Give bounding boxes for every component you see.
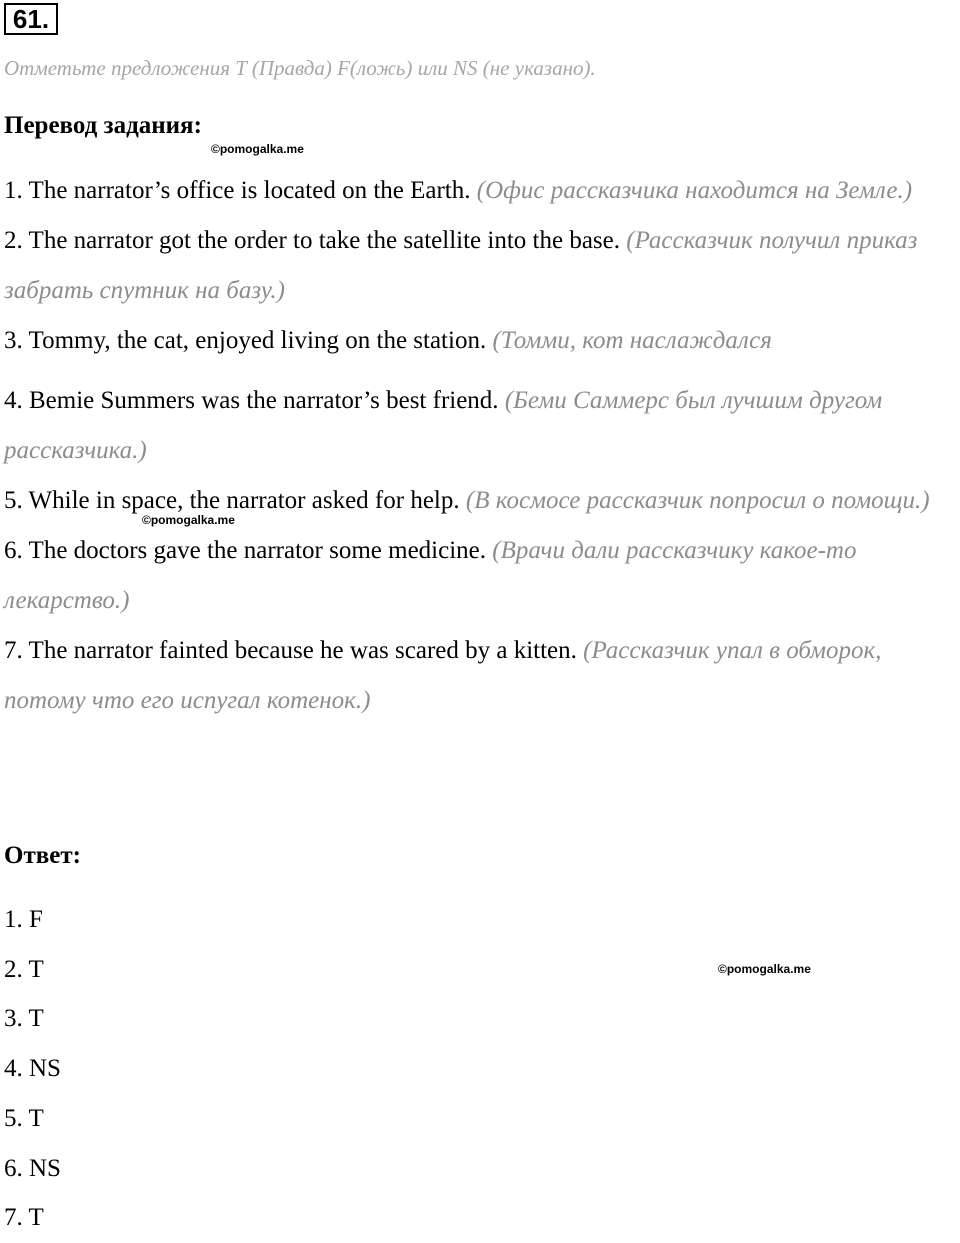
statement-translation: (В космосе рассказчик попросил о помощи.) [465,487,930,514]
instruction: Отметьте предложения T (Правда) F(ложь) или NS (не указано). [4,56,596,80]
statement-item [4,376,959,476]
statement-translation: (Рассказчик получил приказ забрать спутник на базу.) [4,227,918,304]
translation-heading: Перевод задания: [4,112,202,139]
answer-item: 4. NS [4,1055,61,1083]
answer-item: 3. T [4,1005,44,1033]
watermark: ©pomogalka.me [718,962,811,976]
answer-item: 5. T [4,1104,44,1132]
watermark: ©pomogalka.me [211,142,304,156]
statement-text: 1. The narrator’s office is located on the Earth. [4,177,471,204]
statement-item [4,316,959,366]
statement-item [4,526,959,626]
answer-item: 6. NS [4,1154,61,1182]
answer-heading: Ответ: [4,842,81,869]
statement-item [4,166,959,216]
statement-translation: (Беми Саммерс был лучшим другом рассказчика.) [4,387,883,464]
statement-translation: (Рассказчик упал в обморок, потому что его испугал котенок.) [4,637,882,714]
answer-item: 2. T [4,955,44,983]
statement-list [4,166,959,726]
statement-translation: (Врачи дали рассказчику какое-то лекарство.) [4,537,857,614]
statement-text: 5. While in space, the narrator asked for help. [4,487,460,514]
statement-text: 7. The narrator fainted because he was scared by a kitten. [4,637,577,664]
answer-item: 1. F [4,906,43,933]
statement-text: 2. The narrator got the order to take the satellite into the base. [4,227,620,254]
answer-list [4,895,61,1243]
watermark: ©pomogalka.me [142,513,235,527]
statement-item [4,626,959,726]
statement-text: 3. Tommy, the cat, enjoyed living on the station. [4,327,487,354]
statement-translation: (Офис рассказчика находится на Земле.) [476,177,913,204]
statement-item [4,216,959,316]
statement-text: 4. Bemie Summers was the narrator’s best friend. [4,387,499,414]
task-number: 61. [4,3,58,35]
statement-text: 6. The doctors gave the narrator some medicine. [4,537,487,564]
answer-item: 7. T [4,1204,44,1232]
statement-translation: (Томми, кот наслаждался [492,327,772,354]
